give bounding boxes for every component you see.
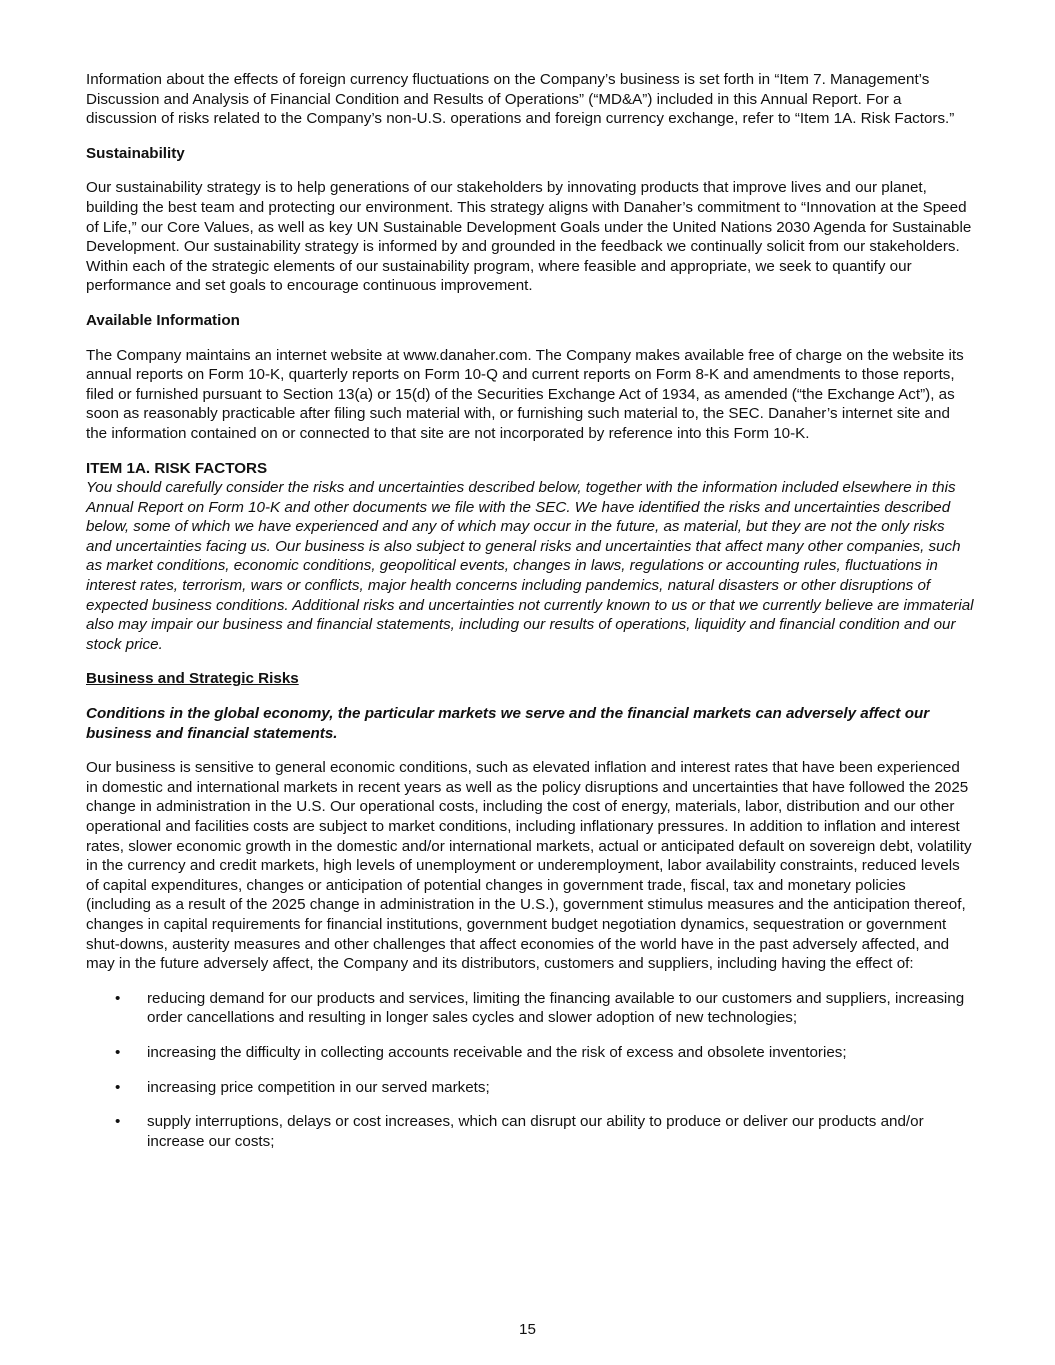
bullet-text: increasing the difficulty in collecting accounts receivable and the risk of excess and obsolete inventories; <box>147 1043 847 1061</box>
available-information-heading: Available Information <box>86 311 240 329</box>
bullet-symbol: • <box>115 1078 121 1096</box>
risk-factors-intro-paragraph: You should carefully consider the risks and uncertainties described below, together with the information included elsewhere in this Annual Report on Form 10-K and other documents we file with the SEC. We have identified the risks and uncertainties described below, some of which we have experienced and any of which may occur in the future, as material, but they are not the only risks and uncertainties facing us. Our business is also subject to general risks and uncertainties that affect many other companies, such as market conditions, economic conditions, geopolitical events, changes in laws, regulations or accounting rules, fluctuations in interest rates, terrorism, wars or conflicts, major health concerns including pandemics, natural disasters or other disruptions of expected business conditions. Additional risks and uncertainties not currently known to us or that we currently believe are immaterial also may impair our business and financial statements, including our results of operations, liquidity and financial condition and our stock price. <box>86 479 974 653</box>
effects-bullet-list <box>86 989 974 1152</box>
global-economy-risk-paragraph: Our business is sensitive to general economic conditions, such as elevated inflation and interest rates that have been experienced in domestic and international markets in recent years as well as the policy disruptions and uncertainties that have followed the 2025 change in administration in the U.S. Our operational costs, including the cost of energy, materials, labor, distribution and our other operational and facilities costs are subject to market conditions, including inflationary pressures. In addition to inflation and interest rates, slower economic growth in the domestic and/or international markets, actual or anticipated default on sovereign debt, volatility in the currency and credit markets, high levels of unemployment or underemployment, labor availability constraints, reduced levels of capital expenditures, changes or anticipation of potential changes in government trade, fiscal, tax and monetary policies (including as a result of the 2025 change in administration in the U.S.), government stimulus measures and the anticipation thereof, changes in capital requirements for financial institutions, government budget negotiation dynamics, sequestration or government shut-downs, austerity measures and other challenges that affect economies of the world have in the past adversely affected, and may in the future adversely affect, the Company and its distributors, customers and suppliers, including having the effect of: <box>86 759 972 973</box>
available-information-paragraph: The Company maintains an internet website at www.danaher.com. The Company makes available free of charge on the website its annual reports on Form 10-K, quarterly reports on Form 10-Q and current reports on Form 8-K and amendments to those reports, filed or furnished pursuant to Section 13(a) or 15(d) of the Securities Exchange Act of 1934, as amended (“the Exchange Act”), as soon as reasonably practicable after filing such material with, or furnishing such material to, the SEC. Danaher’s internet site and the information contained on or connected to that site are not incorporated by reference into this Form 10-K. <box>86 346 964 442</box>
bullet-text: supply interruptions, delays or cost increases, which can disrupt our ability to produce or deliver our products and/or increase our costs; <box>147 1113 924 1150</box>
sustainability-paragraph: Our sustainability strategy is to help generations of our stakeholders by innovating products that improve lives and our planet, building the best team and protecting our environment. This strategy aligns with Danaher’s commitment to “Innovation at the Speed of Life,” our Core Values, as well as key UN Sustainable Development Goals under the United Nations 2030 Agenda for Sustainable Development. Our sustainability strategy is informed by and grounded in the feedback we continually solicit from our stakeholders. Within each of the strategic elements of our sustainability program, where feasible and appropriate, we seek to quantify our performance and set goals to encourage continuous improvement. <box>86 179 972 295</box>
bullet-text: increasing price competition in our served markets; <box>147 1078 490 1096</box>
page-number: 15 <box>519 1321 536 1338</box>
item-1a-heading: ITEM 1A. RISK FACTORS <box>86 459 268 477</box>
bullet-text: reducing demand for our products and services, limiting the financing available to our customers and suppliers, increasing order cancellations and resulting in longer sales cycles and slower adoption of new technologies; <box>147 989 965 1027</box>
bullet-item <box>86 1043 974 1063</box>
global-economy-risk-heading: Conditions in the global economy, the particular markets we serve and the financial markets can adversely affect our business and financial statements. <box>86 705 930 742</box>
bullet-item <box>86 989 974 1028</box>
document-page <box>86 70 974 1166</box>
bullet-item <box>86 1112 974 1151</box>
sustainability-heading: Sustainability <box>86 144 185 162</box>
bullet-symbol: • <box>115 1043 121 1061</box>
currency-intro-paragraph: Information about the effects of foreign currency fluctuations on the Company’s business is set forth in “Item 7. Management’s Discussion and Analysis of Financial Condition and Results of Operations” (“MD&A”) included in this Annual Report. For a discussion of risks related to the Company’s non-U.S. operations and foreign currency exchange, refer to “Item 1A. Risk Factors.” <box>86 71 955 128</box>
bullet-symbol: • <box>115 1113 121 1131</box>
bullet-symbol: • <box>115 989 121 1007</box>
business-strategic-risks-heading: Business and Strategic Risks <box>86 670 299 688</box>
bullet-item <box>86 1078 974 1098</box>
